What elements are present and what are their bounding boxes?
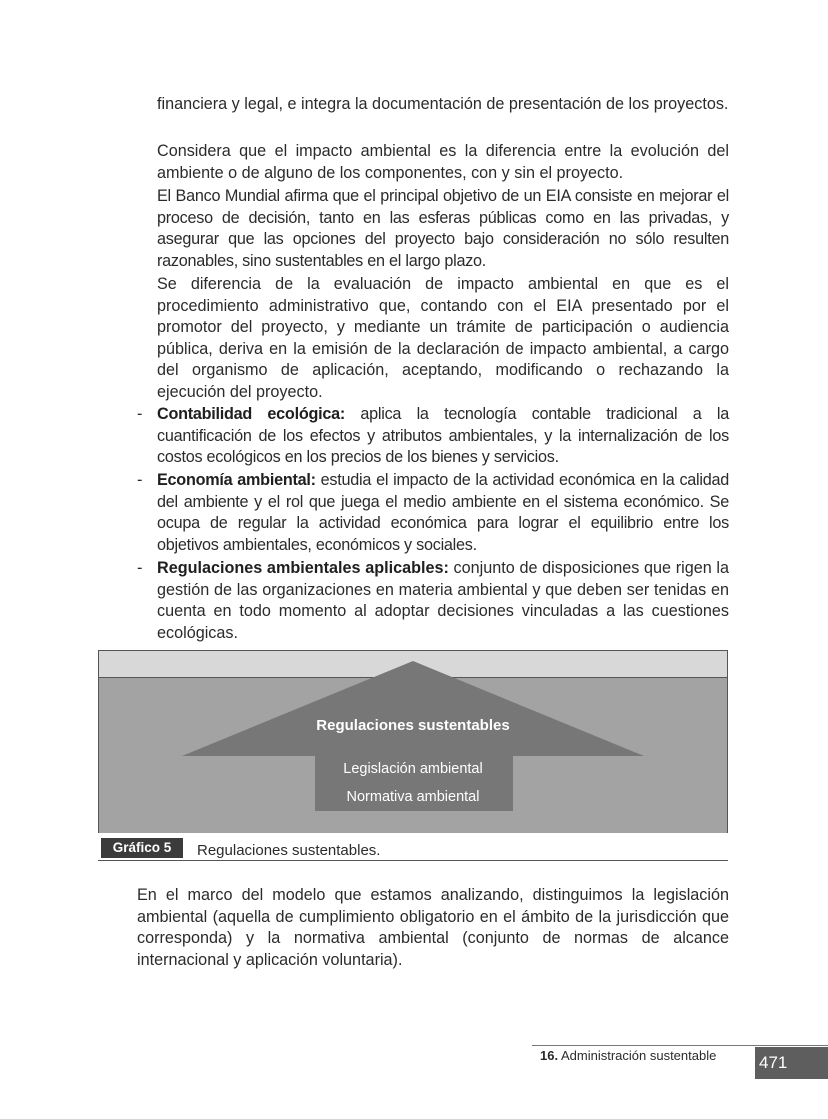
figure-regulaciones-sustentables: [98, 650, 728, 833]
paragraph-4: Se diferencia de la evaluación de impacto ambiental en que es el procedimiento administrativo que, contando con el EIA presentado por el promotor del proyecto, y mediante un trámite de participación o audiencia pública, deriva en la emisión de la declaración de impacto ambiental, a cargo del organismo de aplicación, aceptando, modificando o rechazando la ejecución del proyecto.: [157, 275, 729, 401]
bullet-term: Regulaciones ambientales aplicables:: [157, 559, 449, 577]
bullet-economia-ambiental: [137, 470, 729, 556]
bullet-marker: -: [137, 471, 143, 489]
arrow-title: Regulaciones sustentables: [316, 717, 510, 734]
footer-chapter: [540, 1048, 716, 1063]
footer-chapter-number: 16.: [540, 1048, 559, 1063]
stem-item-legislacion: Legislación ambiental: [343, 761, 483, 777]
paragraph-1: financiera y legal, e integra la documentación de presentación de los proyectos.: [157, 95, 729, 113]
bullet-term: Contabilidad ecológica:: [157, 405, 345, 423]
bullet-regulaciones-ambientales: [137, 558, 729, 644]
caption-divider: [98, 860, 728, 861]
bullet-term: Economía ambiental:: [157, 471, 316, 489]
bullet-marker: -: [137, 405, 143, 423]
figure-caption-text: Regulaciones sustentables.: [197, 842, 381, 859]
footer-divider: [532, 1045, 828, 1046]
paragraph-3: El Banco Mundial afirma que el principal objetivo de un EIA consiste en mejorar el proceso de decisión, tanto en las esferas públicas como en las privadas, y asegurar que las opciones del proyecto bajo consideración no sólo resulten razonables, sino sustentables en el largo plazo.: [157, 187, 729, 270]
bullet-text: estudia el impacto de la actividad económica en la calidad del ambiente y el rol que juega el medio ambiente en el sistema económico. Se ocupa de regular la actividad económica para lograr el equilibrio entre los objetivos ambientales, económicos y sociales.: [157, 471, 729, 554]
bullet-text: conjunto de disposiciones que rigen la gestión de las organizaciones en materia ambiental y que deben ser tenidas en cuenta en todo momento al adoptar decisiones vinculadas a las cuestiones ecológicas.: [157, 559, 729, 642]
bullet-marker: -: [137, 559, 143, 577]
arrow-diagram: [99, 651, 727, 832]
footer-chapter-title: Administración sustentable: [558, 1048, 717, 1063]
bullet-text: aplica la tecnología contable tradicional a la cuantificación de los efectos y atributos ambientales, y la internalización de los costos ecológicos en los precios de los bienes y servicios.: [157, 405, 729, 467]
arrow-head: [182, 661, 644, 756]
figure-caption-tag: Gráfico 5: [101, 838, 183, 858]
stem-item-normativa: Normativa ambiental: [346, 789, 480, 805]
paragraph-2: Considera que el impacto ambiental es la diferencia entre la evolución del ambiente o de alguno de los componentes, con y sin el proyecto.: [157, 142, 729, 182]
bullet-contabilidad-ecologica: [137, 404, 729, 469]
closing-paragraph: En el marco del modelo que estamos analizando, distinguimos la legislación ambiental (aquella de cumplimiento obligatorio en el ámbito de la jurisdicción que corresponda) y la normativa ambiental (conjunto de normas de alcance internacional y aplicación voluntaria).: [137, 886, 729, 969]
page-number: 471: [755, 1047, 828, 1079]
